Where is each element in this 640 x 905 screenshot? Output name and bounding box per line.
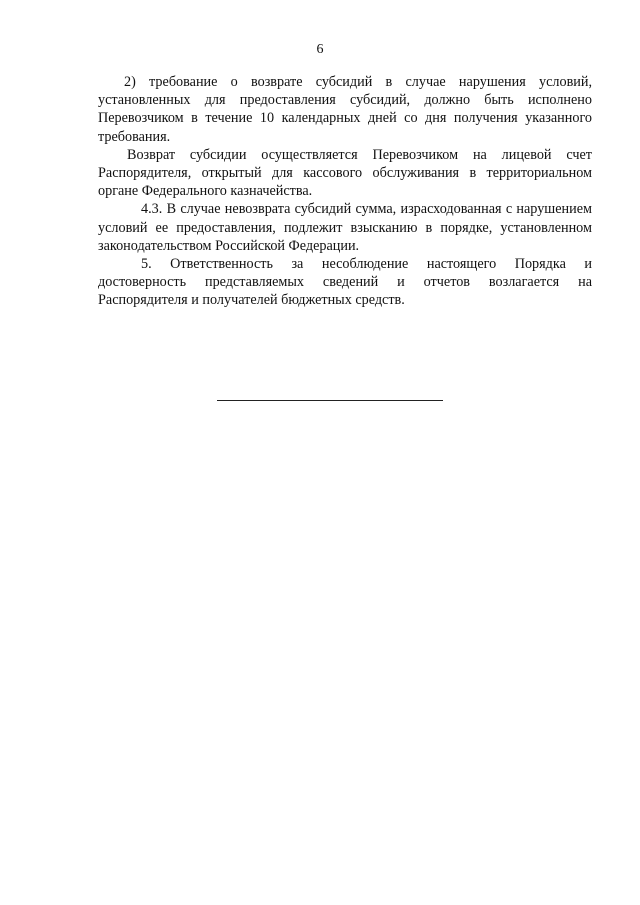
paragraph-subsidy-return-account: Возврат субсидии осуществляется Перевозчиком на лицевой счет Распорядителя, открытый для кассового обслуживания в территориальном органе Федерального казначейства. [98,146,592,200]
page-number: 6 [316,42,324,57]
paragraph-section-4-3: 4.3. В случае невозврата субсидий сумма, израсходованная с нарушением условий ее предоставления, подлежит взысканию в порядке, установленном законодательством Российской Федерации. [98,201,592,254]
paragraph-section-5: 5. Ответственность за несоблюдение настоящего Порядка и достоверность представляемых сведений и отчетов возлагается на Распорядителя и получателей бюджетных средств. [98,256,592,309]
end-of-document-rule [217,400,443,401]
paragraph-subsidy-return-requirement: 2) требование о возврате субсидий в случае нарушения условий, установленных для предоставления субсидий, должно быть исполнено Перевозчиком в течение 10 календарных дней со дня получения указанного требования. [98,74,592,145]
document-body [98,73,592,310]
